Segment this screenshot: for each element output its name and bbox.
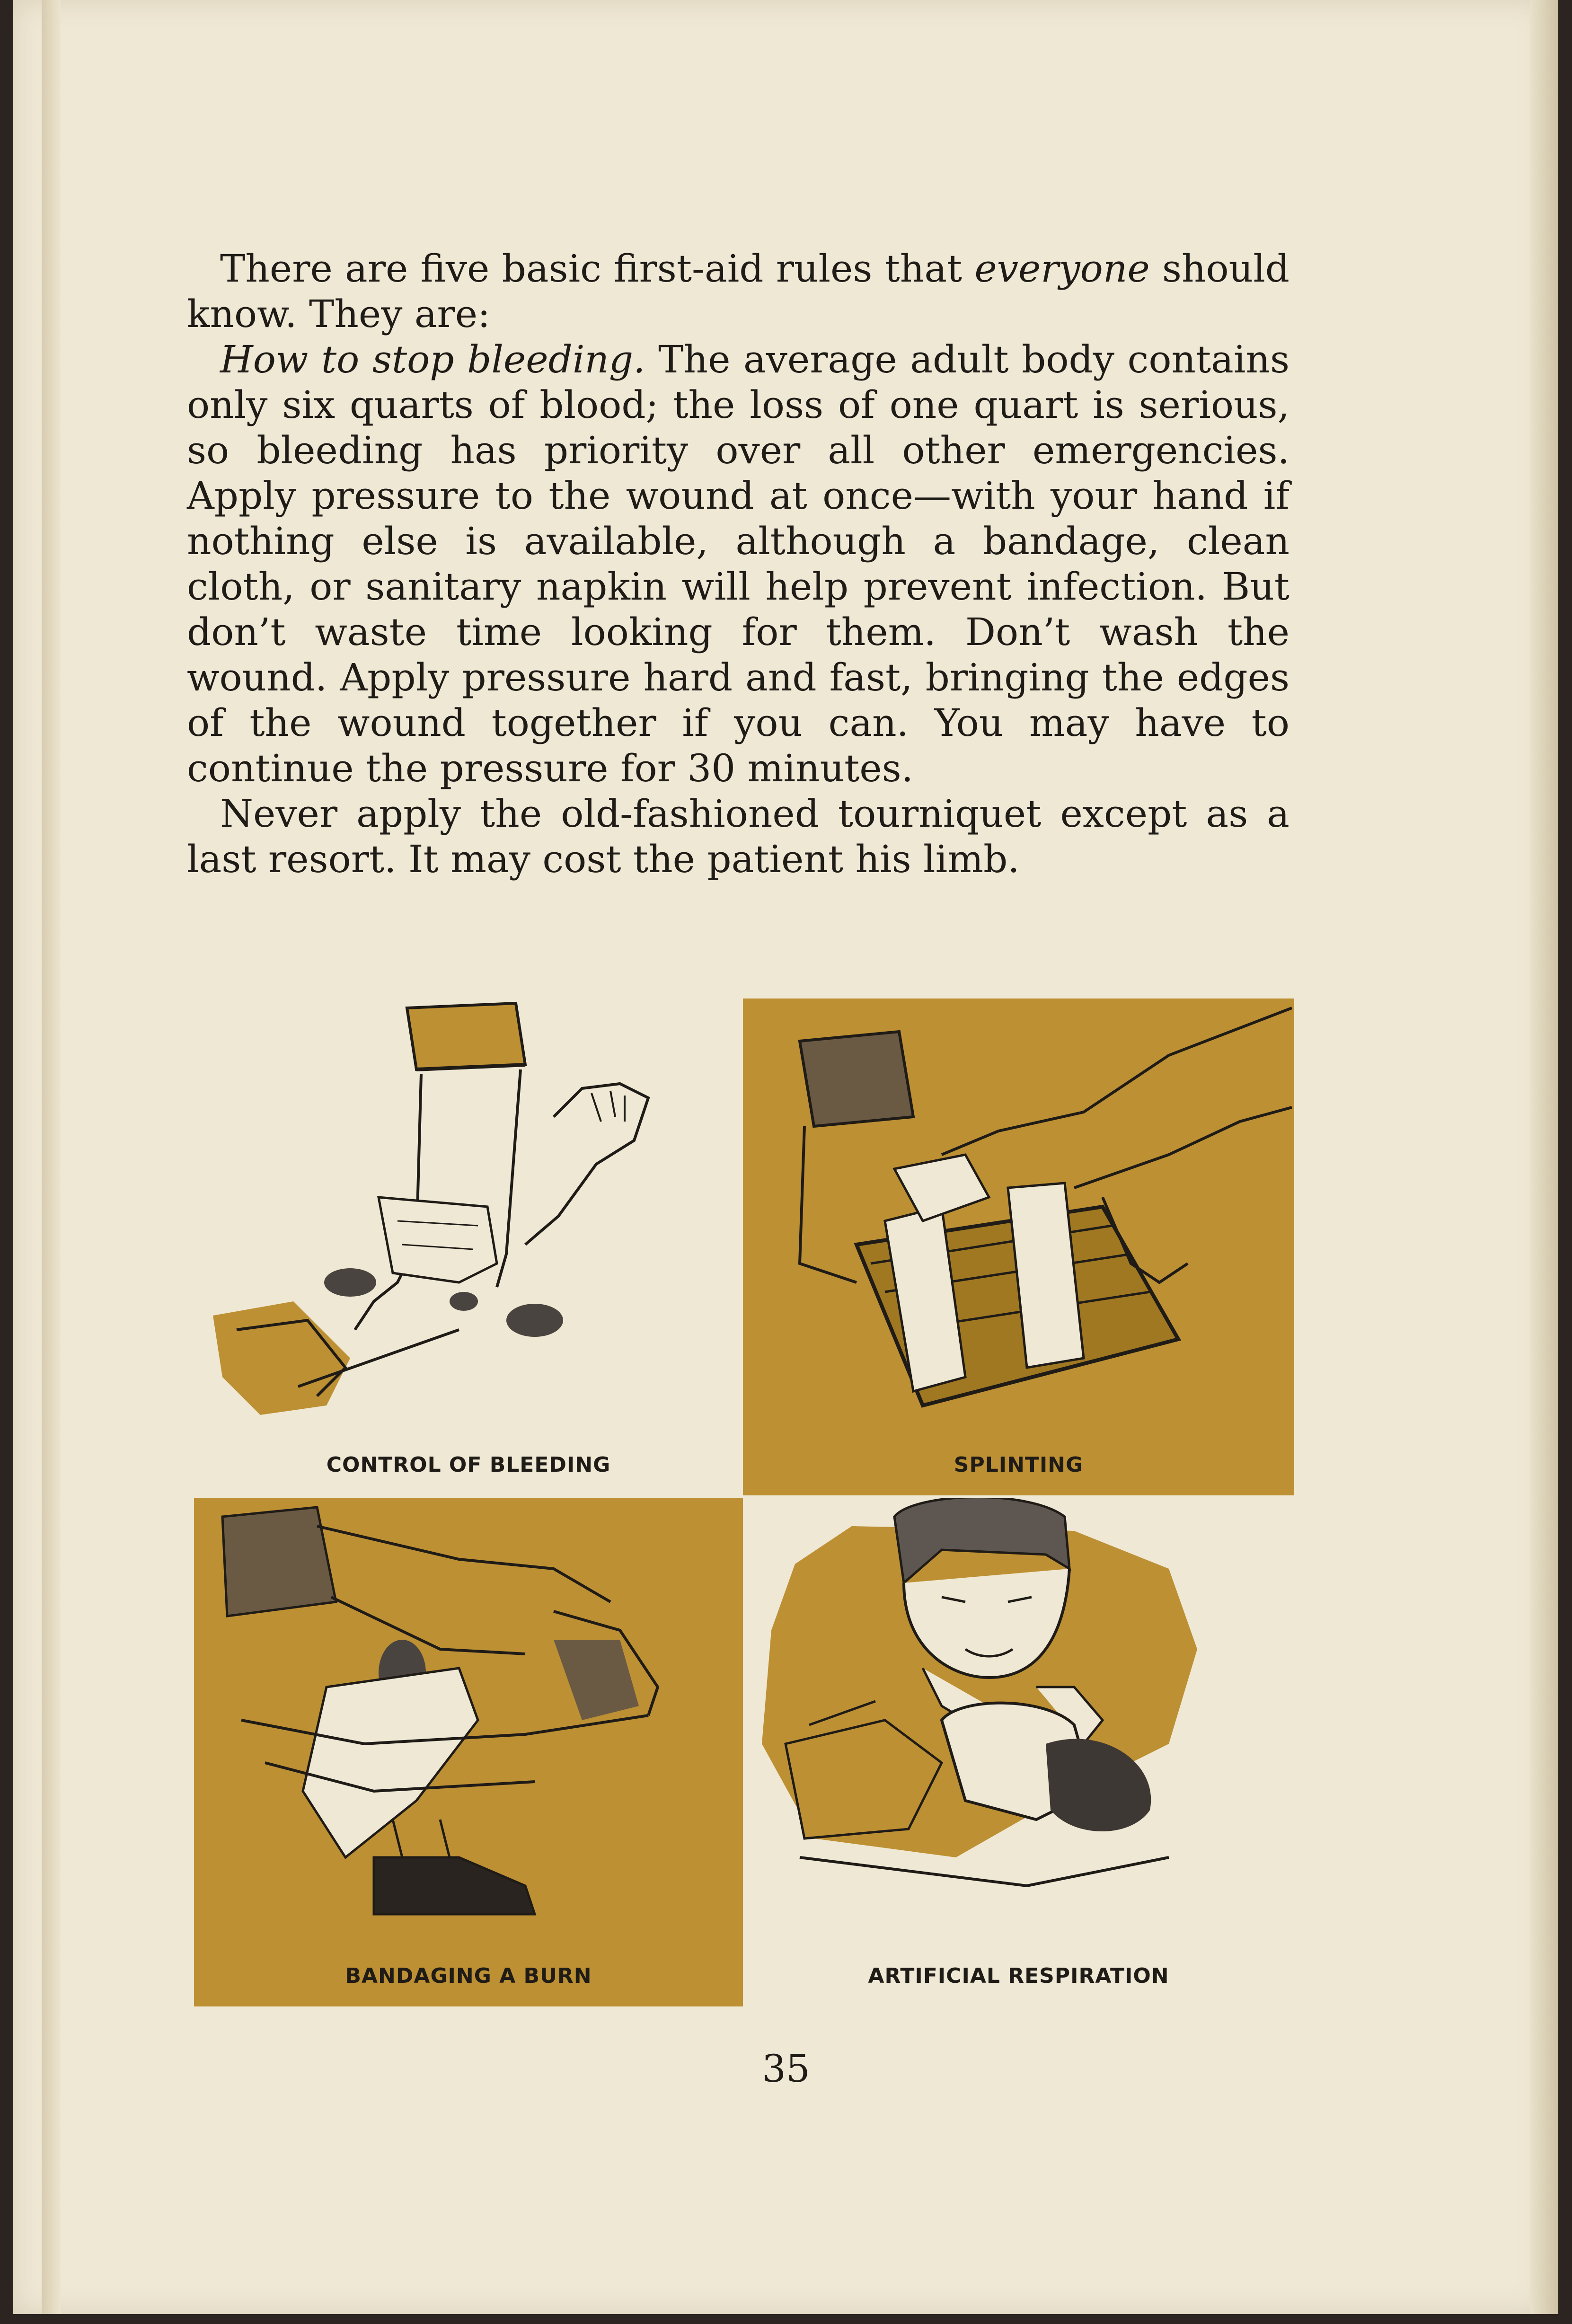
bleeding-text: The average adult body contains only six quarts of blood; the loss of one quart is serious, so bleeding has priority over all other emergencies. Apply pressure to the wound at once—with your hand if nothing else is available, although a bandage, clean cloth, or sanitary napkin will help prevent infection. But don’t waste time looking for them. Don’t wash the wound. Apply pressure hard and fast, bringing the edges of the wound together if you can. You may have to continue the pressure for 30 minutes. <box>187 337 1290 790</box>
page-number: 35 <box>762 2047 810 2091</box>
body-text <box>187 246 1289 882</box>
splinting-drawing <box>743 999 1294 1495</box>
caption-splinting: SPLINTING <box>954 1453 1084 1477</box>
tourniquet-text: Never apply the old-fashioned tourniquet except as a last resort. It may cost the patient his limb. <box>187 792 1289 881</box>
intro-text-start: There are five basic first-aid rules that <box>220 247 975 291</box>
illustration-control-of-bleeding <box>194 999 743 1495</box>
paragraph-bleeding <box>187 337 1289 791</box>
page-edge <box>1530 0 1558 2314</box>
bleeding-heading: How to stop bleeding. <box>220 337 645 381</box>
page-gutter <box>42 0 61 2314</box>
paragraph-intro <box>187 246 1289 337</box>
caption-artificial-respiration: ARTIFICIAL RESPIRATION <box>868 1964 1169 1988</box>
illustration-splinting <box>743 999 1294 1495</box>
intro-text-end: should know. They are: <box>187 247 1289 336</box>
illustration-bandaging-a-burn <box>194 1498 743 2006</box>
paragraph-tourniquet <box>187 791 1289 882</box>
caption-bandaging-a-burn: BANDAGING A BURN <box>345 1964 592 1988</box>
burn-drawing <box>194 1498 743 2006</box>
bleeding-drawing <box>194 999 743 1495</box>
intro-emphasis: everyone <box>974 247 1150 291</box>
illustration-artificial-respiration <box>743 1498 1294 2006</box>
caption-control-of-bleeding: CONTROL OF BLEEDING <box>326 1453 611 1477</box>
respiration-drawing <box>743 1498 1294 2006</box>
